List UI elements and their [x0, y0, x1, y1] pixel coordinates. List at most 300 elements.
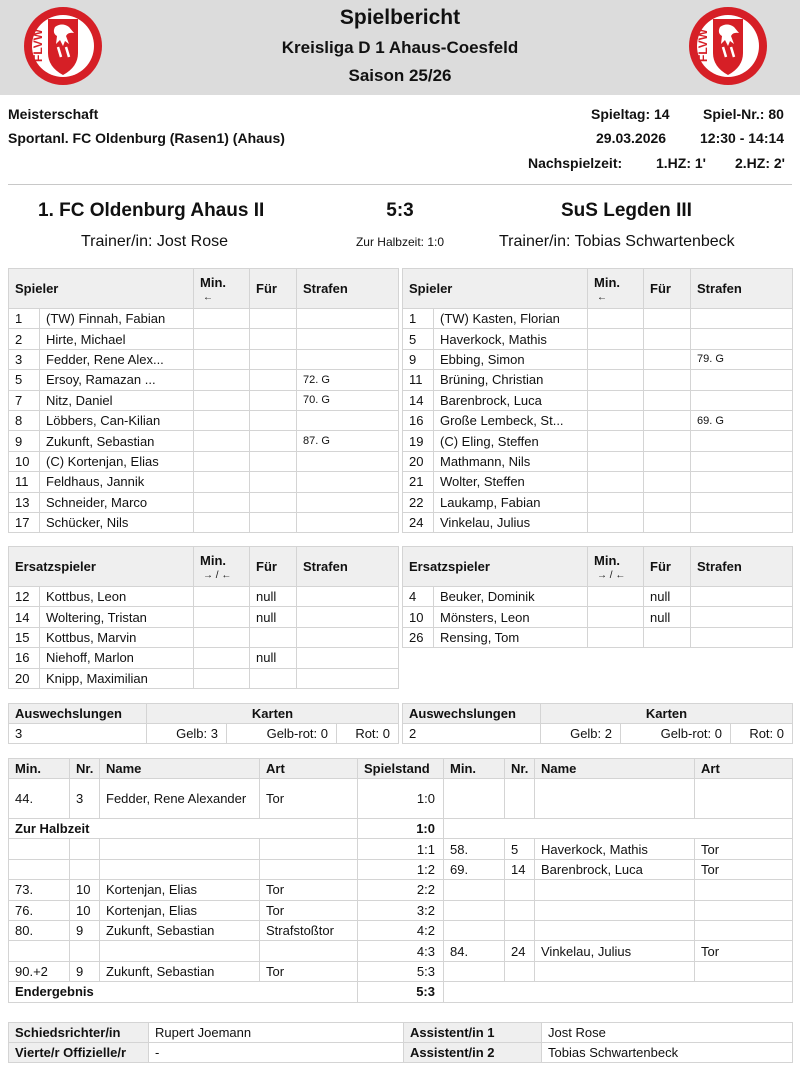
- goal-row: [9, 961, 793, 981]
- substitutions-count: 3: [9, 724, 147, 744]
- player-penalties: [691, 390, 793, 410]
- player-replaced-for: [644, 431, 691, 451]
- player-row: [9, 451, 399, 471]
- player-name: Rensing, Tom: [434, 627, 588, 647]
- home-goal-number: [70, 941, 100, 961]
- halftime-score: Zur Halbzeit: 1:0: [355, 235, 445, 249]
- player-penalties: [691, 607, 793, 627]
- player-row: [403, 472, 793, 492]
- player-replaced-for: [644, 627, 691, 647]
- yellow-cards: Gelb: 3: [147, 724, 227, 744]
- away-coach: Trainer/in: Tobias Schwartenbeck: [499, 233, 735, 250]
- minutes-header: [588, 547, 644, 587]
- player-penalties: [297, 512, 399, 532]
- player-replaced-for: [644, 370, 691, 390]
- player-number: 14: [9, 607, 40, 627]
- home-goal-type: [260, 859, 358, 879]
- player-replaced-for: [644, 309, 691, 329]
- player-penalties: [691, 512, 793, 532]
- goal-row: [9, 880, 793, 900]
- player-row: [9, 668, 399, 688]
- goal-row: [9, 900, 793, 920]
- home-goal-number: [70, 859, 100, 879]
- away-goal-type: Tor: [695, 941, 793, 961]
- home-summary-table: [8, 703, 399, 744]
- penalties-header: Strafen: [297, 269, 399, 309]
- home-goal-number: [70, 839, 100, 859]
- player-name: Barenbrock, Luca: [434, 390, 588, 410]
- player-row: [403, 607, 793, 627]
- red-cards: Rot: 0: [337, 724, 399, 744]
- player-penalties: [691, 492, 793, 512]
- player-minutes: [194, 390, 250, 410]
- player-row: [9, 431, 399, 451]
- player-replaced-for: null: [644, 607, 691, 627]
- match-date: 29.03.2026: [596, 130, 667, 146]
- player-row: [403, 410, 793, 430]
- penalties-header: Strafen: [691, 269, 793, 309]
- goal-name-header: Name: [535, 759, 695, 779]
- arrow-left-icon: ←: [597, 291, 608, 303]
- player-number: 11: [9, 472, 40, 492]
- flvw-logo: [687, 5, 769, 87]
- competition: Meisterschaft: [8, 106, 99, 122]
- player-minutes: [588, 472, 644, 492]
- player-header: Spieler: [9, 269, 194, 309]
- home-lineup-table: [8, 268, 399, 533]
- player-minutes: [588, 492, 644, 512]
- player-header: Spieler: [403, 269, 588, 309]
- assistant1-label: Assistent/in 1: [404, 1023, 542, 1043]
- match-time: 12:30 - 14:14: [700, 130, 785, 146]
- table-header-row: [9, 269, 399, 309]
- player-name: Zukunft, Sebastian: [40, 431, 194, 451]
- player-penalties: [691, 329, 793, 349]
- away-goal-number: [505, 961, 535, 981]
- away-goal-type: [695, 779, 793, 819]
- player-minutes: [194, 587, 250, 607]
- player-name: Mathmann, Nils: [434, 451, 588, 471]
- score-value: 4:2: [358, 920, 444, 940]
- player-number: 24: [403, 512, 434, 532]
- player-number: 20: [403, 451, 434, 471]
- player-row: [9, 349, 399, 369]
- away-substitutes-table: [402, 546, 793, 648]
- player-row: [403, 309, 793, 329]
- away-goal-type: [695, 920, 793, 940]
- table-header-row: [403, 269, 793, 309]
- minutes-header: [194, 269, 250, 309]
- substitutions-header: Auswechslungen: [9, 704, 147, 724]
- player-row: [9, 370, 399, 390]
- home-goal-scorer: [100, 941, 260, 961]
- player-minutes: [194, 349, 250, 369]
- player-replaced-for: [644, 349, 691, 369]
- goal-row: [9, 819, 793, 839]
- player-name: Beuker, Dominik: [434, 587, 588, 607]
- player-replaced-for: [250, 472, 297, 492]
- minutes-header: [588, 269, 644, 309]
- player-number: 11: [403, 370, 434, 390]
- player-name: (C) Eling, Steffen: [434, 431, 588, 451]
- away-goal-type: [695, 961, 793, 981]
- player-number: 7: [9, 390, 40, 410]
- player-minutes: [194, 607, 250, 627]
- away-goal-scorer: [535, 961, 695, 981]
- extra-time-second-half: 2.HZ: 2': [735, 155, 786, 171]
- player-replaced-for: [250, 410, 297, 430]
- player-replaced-for: [250, 492, 297, 512]
- player-row: [403, 431, 793, 451]
- minutes-label: Min.: [200, 274, 227, 290]
- away-goal-type: [695, 900, 793, 920]
- table-header-row: [9, 759, 793, 779]
- home-goal-number: 10: [70, 880, 100, 900]
- player-number: 20: [9, 668, 40, 688]
- player-name: (C) Kortenjan, Elias: [40, 451, 194, 471]
- minutes-label: Min.: [594, 552, 620, 568]
- away-goal-minute: [444, 779, 505, 819]
- home-goal-minute: [9, 941, 70, 961]
- player-number: 12: [9, 587, 40, 607]
- goals-table: [8, 758, 793, 1003]
- assistant2-label: Assistent/in 2: [404, 1043, 542, 1063]
- home-goal-scorer: Kortenjan, Elias: [100, 900, 260, 920]
- referee-label: Schiedsrichter/in: [9, 1023, 149, 1043]
- home-goal-scorer: Zukunft, Sebastian: [100, 961, 260, 981]
- player-row: [9, 329, 399, 349]
- player-number: 14: [403, 390, 434, 410]
- player-penalties: 72. G: [297, 370, 399, 390]
- player-minutes: [588, 370, 644, 390]
- player-number: 19: [403, 431, 434, 451]
- player-number: 3: [9, 349, 40, 369]
- referee-name: Rupert Joemann: [149, 1023, 404, 1043]
- away-goal-minute: 58.: [444, 839, 505, 859]
- player-name: Fedder, Rene Alex...: [40, 349, 194, 369]
- player-replaced-for: null: [644, 587, 691, 607]
- player-number: 13: [9, 492, 40, 512]
- player-replaced-for: [250, 627, 297, 647]
- empty-cell: [444, 819, 793, 839]
- table-header-row: [403, 704, 793, 724]
- divider: [8, 184, 792, 185]
- extra-time-first-half: 1.HZ: 1': [656, 155, 707, 171]
- for-header: Für: [644, 547, 691, 587]
- goal-minute-header: Min.: [444, 759, 505, 779]
- player-row: [403, 627, 793, 647]
- score-value: 2:2: [358, 880, 444, 900]
- home-goal-number: 3: [70, 779, 100, 819]
- home-goal-scorer: Fedder, Rene Alexander: [100, 779, 260, 819]
- player-name: Schücker, Nils: [40, 512, 194, 532]
- away-goal-minute: 69.: [444, 859, 505, 879]
- officials-row: [9, 1023, 793, 1043]
- player-penalties: [297, 349, 399, 369]
- player-penalties: [297, 451, 399, 471]
- goal-type-header: Art: [260, 759, 358, 779]
- goal-type-header: Art: [695, 759, 793, 779]
- player-replaced-for: [644, 329, 691, 349]
- player-number: 1: [9, 309, 40, 329]
- goal-row: [9, 941, 793, 961]
- fourth-official-label: Vierte/r Offizielle/r: [9, 1043, 149, 1063]
- goal-row: [9, 839, 793, 859]
- player-penalties: [691, 587, 793, 607]
- season-label: Saison 25/26: [348, 66, 452, 85]
- player-name: Mönsters, Leon: [434, 607, 588, 627]
- player-row: [403, 349, 793, 369]
- away-lineup-table: [402, 268, 793, 533]
- away-goal-number: 5: [505, 839, 535, 859]
- player-penalties: [691, 431, 793, 451]
- for-header: Für: [644, 269, 691, 309]
- arrow-in-out-icon: → / ←: [203, 569, 232, 581]
- player-replaced-for: [250, 390, 297, 410]
- player-number: 22: [403, 492, 434, 512]
- minutes-header: [194, 547, 250, 587]
- player-penalties: [297, 410, 399, 430]
- away-goal-minute: [444, 900, 505, 920]
- player-number: 9: [403, 349, 434, 369]
- player-name: Schneider, Marco: [40, 492, 194, 512]
- away-goal-minute: [444, 920, 505, 940]
- goal-name-header: Name: [100, 759, 260, 779]
- away-goal-type: [695, 880, 793, 900]
- player-replaced-for: [250, 370, 297, 390]
- player-minutes: [194, 410, 250, 430]
- player-number: 5: [9, 370, 40, 390]
- player-replaced-for: [644, 512, 691, 532]
- goal-number-header: Nr.: [70, 759, 100, 779]
- arrow-in-out-icon: → / ←: [597, 569, 626, 581]
- player-replaced-for: [250, 349, 297, 369]
- player-replaced-for: [250, 512, 297, 532]
- player-number: 21: [403, 472, 434, 492]
- player-penalties: [297, 648, 399, 668]
- assistant1-name: Jost Rose: [542, 1023, 793, 1043]
- player-name: Kottbus, Leon: [40, 587, 194, 607]
- home-team-name: 1. FC Oldenburg Ahaus II: [38, 200, 265, 221]
- player-minutes: [194, 370, 250, 390]
- report-title: Spielbericht: [339, 6, 461, 29]
- player-minutes: [194, 512, 250, 532]
- away-goal-number: 24: [505, 941, 535, 961]
- player-row: [9, 627, 399, 647]
- home-goal-minute: 44.: [9, 779, 70, 819]
- player-name: Vinkelau, Julius: [434, 512, 588, 532]
- player-name: (TW) Kasten, Florian: [434, 309, 588, 329]
- player-number: 10: [403, 607, 434, 627]
- player-penalties: [691, 309, 793, 329]
- player-penalties: [297, 472, 399, 492]
- svg-text:FLVW: FLVW: [31, 28, 45, 62]
- player-replaced-for: [644, 451, 691, 471]
- penalties-header: Strafen: [691, 547, 793, 587]
- player-replaced-for: [250, 668, 297, 688]
- player-number: 5: [403, 329, 434, 349]
- player-penalties: 70. G: [297, 390, 399, 410]
- goal-row: [9, 920, 793, 940]
- player-penalties: 69. G: [691, 410, 793, 430]
- score-milestone-label: Endergebnis: [9, 982, 358, 1002]
- score-value: 1:0: [358, 779, 444, 819]
- home-goal-type: [260, 941, 358, 961]
- player-row: [403, 492, 793, 512]
- player-name: Kottbus, Marvin: [40, 627, 194, 647]
- player-penalties: [297, 627, 399, 647]
- player-row: [403, 512, 793, 532]
- player-name: Nitz, Daniel: [40, 390, 194, 410]
- player-penalties: [297, 668, 399, 688]
- player-row: [403, 587, 793, 607]
- player-penalties: [297, 309, 399, 329]
- home-coach: Trainer/in: Jost Rose: [81, 233, 229, 250]
- away-goal-minute: 84.: [444, 941, 505, 961]
- score-value: 1:2: [358, 859, 444, 879]
- player-name: Brüning, Christian: [434, 370, 588, 390]
- player-replaced-for: [250, 431, 297, 451]
- away-summary-table: [402, 703, 793, 744]
- player-minutes: [588, 349, 644, 369]
- player-replaced-for: [250, 451, 297, 471]
- summary-row: [403, 724, 793, 744]
- player-replaced-for: [644, 390, 691, 410]
- player-minutes: [588, 309, 644, 329]
- home-goal-type: Strafstoßtor: [260, 920, 358, 940]
- table-header-row: [403, 547, 793, 587]
- player-penalties: [691, 451, 793, 471]
- away-goal-number: [505, 900, 535, 920]
- minutes-label: Min.: [200, 552, 226, 568]
- home-goal-minute: [9, 859, 70, 879]
- player-replaced-for: [250, 329, 297, 349]
- empty-cell: [444, 982, 793, 1002]
- home-goal-scorer: Zukunft, Sebastian: [100, 920, 260, 940]
- player-minutes: [588, 607, 644, 627]
- player-penalties: [297, 492, 399, 512]
- player-number: 9: [9, 431, 40, 451]
- player-name: Haverkock, Mathis: [434, 329, 588, 349]
- score-value: 1:1: [358, 839, 444, 859]
- away-goal-type: Tor: [695, 859, 793, 879]
- player-minutes: [588, 512, 644, 532]
- yellow-cards: Gelb: 2: [541, 724, 621, 744]
- player-row: [9, 648, 399, 668]
- home-goal-number: 10: [70, 900, 100, 920]
- player-penalties: [691, 472, 793, 492]
- player-row: [9, 607, 399, 627]
- goal-minute-header: Min.: [9, 759, 70, 779]
- player-row: [9, 472, 399, 492]
- player-name: Löbbers, Can-Kilian: [40, 410, 194, 430]
- player-row: [403, 390, 793, 410]
- player-number: 16: [403, 410, 434, 430]
- cards-header: Karten: [541, 704, 793, 724]
- player-minutes: [194, 472, 250, 492]
- league-name: Kreisliga D 1 Ahaus-Coesfeld: [281, 38, 519, 57]
- player-minutes: [588, 587, 644, 607]
- player-minutes: [194, 451, 250, 471]
- player-minutes: [194, 492, 250, 512]
- home-goal-type: Tor: [260, 880, 358, 900]
- player-minutes: [194, 668, 250, 688]
- player-penalties: 87. G: [297, 431, 399, 451]
- away-goal-number: [505, 779, 535, 819]
- svg-text:FLVW: FLVW: [696, 28, 710, 62]
- score-value: 5:3: [358, 982, 444, 1002]
- arrow-left-icon: ←: [203, 291, 214, 303]
- player-replaced-for: null: [250, 607, 297, 627]
- away-goal-scorer: Barenbrock, Luca: [535, 859, 695, 879]
- away-goal-number: [505, 920, 535, 940]
- away-goal-scorer: Vinkelau, Julius: [535, 941, 695, 961]
- home-goal-scorer: [100, 859, 260, 879]
- red-cards: Rot: 0: [731, 724, 793, 744]
- player-name: Niehoff, Marlon: [40, 648, 194, 668]
- player-name: Feldhaus, Jannik: [40, 472, 194, 492]
- away-goal-number: [505, 880, 535, 900]
- player-penalties: 79. G: [691, 349, 793, 369]
- for-header: Für: [250, 547, 297, 587]
- player-minutes: [588, 410, 644, 430]
- home-goal-minute: 73.: [9, 880, 70, 900]
- substitutions-header: Auswechslungen: [403, 704, 541, 724]
- player-name: Woltering, Tristan: [40, 607, 194, 627]
- goal-number-header: Nr.: [505, 759, 535, 779]
- home-goal-minute: 80.: [9, 920, 70, 940]
- player-minutes: [194, 329, 250, 349]
- player-minutes: [194, 309, 250, 329]
- home-goal-type: [260, 839, 358, 859]
- yellow-red-cards: Gelb-rot: 0: [621, 724, 731, 744]
- report-header: [0, 0, 800, 95]
- away-team-name: SuS Legden III: [561, 200, 692, 221]
- venue: Sportanl. FC Oldenburg (Rasen1) (Ahaus): [8, 130, 285, 146]
- player-replaced-for: [644, 472, 691, 492]
- goal-row: [9, 982, 793, 1002]
- player-name: Ersoy, Ramazan ...: [40, 370, 194, 390]
- away-goal-scorer: [535, 900, 695, 920]
- player-penalties: [691, 370, 793, 390]
- player-name: Ebbing, Simon: [434, 349, 588, 369]
- player-replaced-for: null: [250, 587, 297, 607]
- player-number: 8: [9, 410, 40, 430]
- home-goal-minute: 76.: [9, 900, 70, 920]
- away-goal-scorer: [535, 880, 695, 900]
- substitutions-count: 2: [403, 724, 541, 744]
- player-number: 16: [9, 648, 40, 668]
- score-milestone-label: Zur Halbzeit: [9, 819, 358, 839]
- goal-row: [9, 859, 793, 879]
- player-penalties: [297, 329, 399, 349]
- player-minutes: [588, 627, 644, 647]
- away-goal-number: 14: [505, 859, 535, 879]
- substitutes-header: Ersatzspieler: [9, 547, 194, 587]
- player-name: Knipp, Maximilian: [40, 668, 194, 688]
- player-minutes: [194, 648, 250, 668]
- assistant2-name: Tobias Schwartenbeck: [542, 1043, 793, 1063]
- player-row: [9, 390, 399, 410]
- player-name: Wolter, Steffen: [434, 472, 588, 492]
- away-goal-scorer: [535, 920, 695, 940]
- home-goal-number: 9: [70, 920, 100, 940]
- matchday: Spieltag: 14: [591, 106, 670, 122]
- player-row: [9, 492, 399, 512]
- home-goal-scorer: Kortenjan, Elias: [100, 880, 260, 900]
- table-header-row: [9, 547, 399, 587]
- player-number: 4: [403, 587, 434, 607]
